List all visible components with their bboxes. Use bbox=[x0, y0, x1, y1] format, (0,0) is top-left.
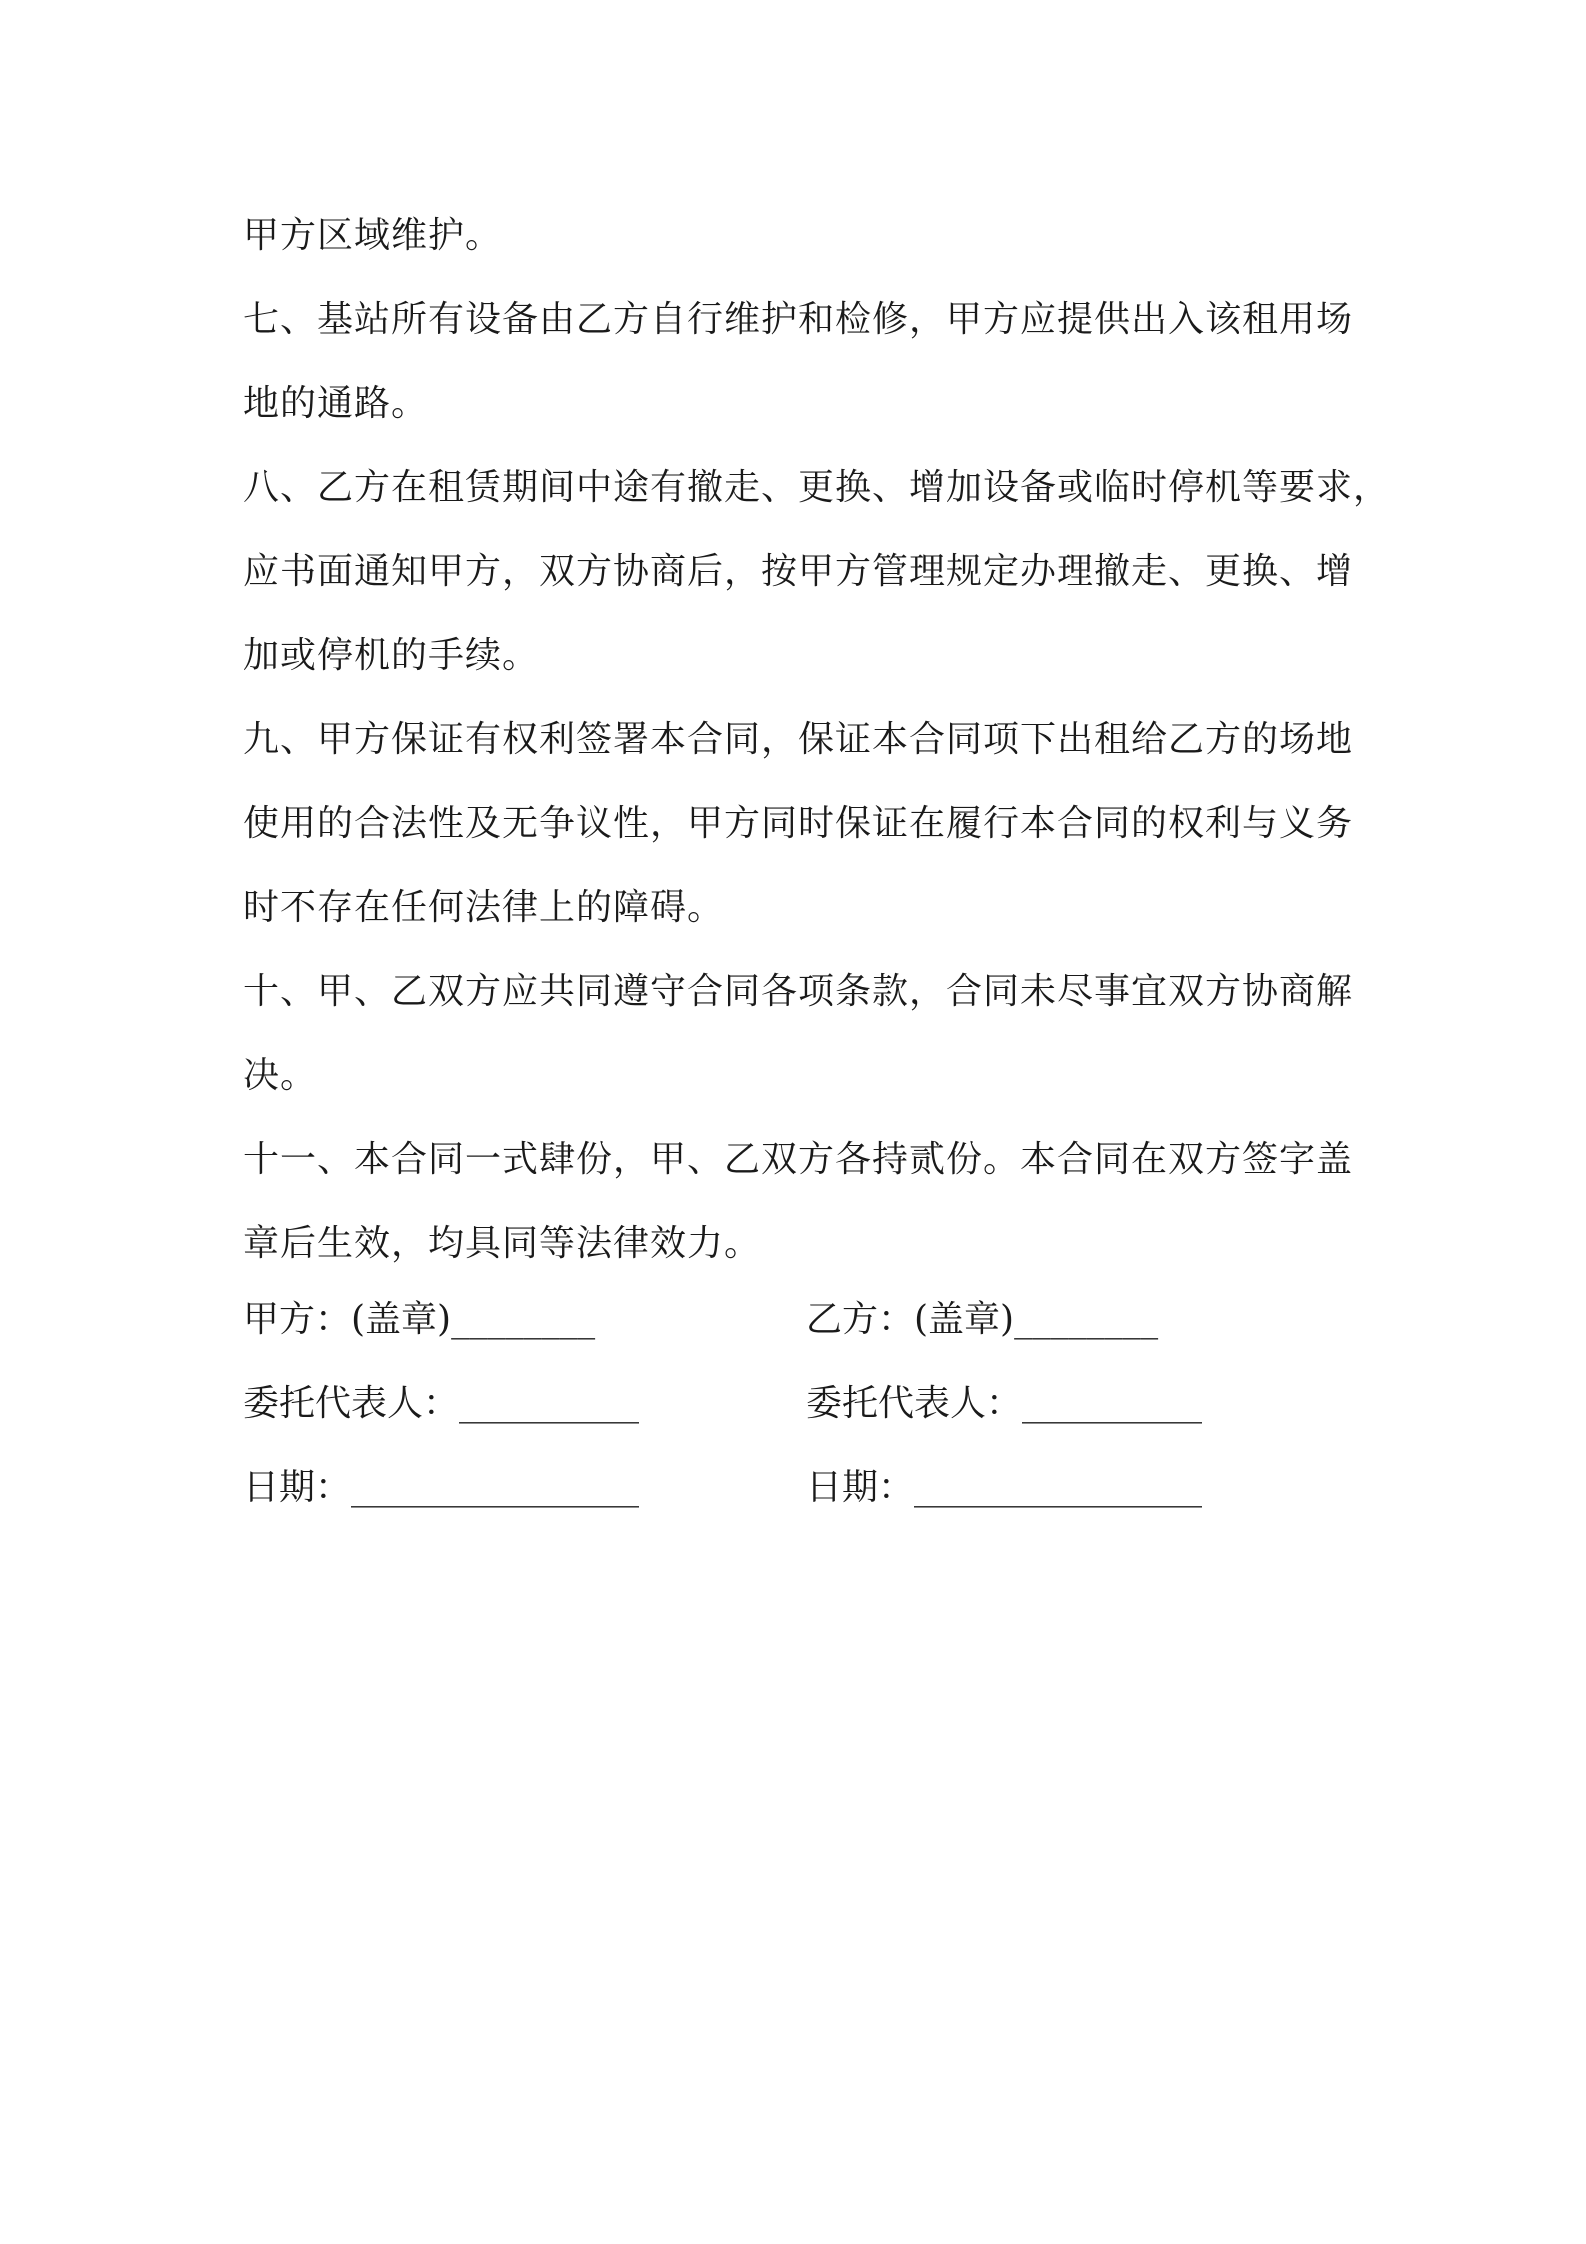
representative-row bbox=[243, 1362, 1353, 1446]
text-line: 时不存在任何法律上的障碍。 bbox=[243, 887, 725, 928]
seal-row bbox=[243, 1278, 1353, 1362]
party-a-date: 日期：________________ bbox=[243, 1467, 640, 1508]
text-line: 章后生效，均具同等法律效力。 bbox=[243, 1223, 762, 1264]
party-b-seal: 乙方：(盖章)________ bbox=[806, 1299, 1159, 1340]
text-line: 十、甲、乙双方应共同遵守合同各项条款，合同未尽事宜双方协商解 bbox=[243, 971, 1354, 1012]
signature-block bbox=[243, 1278, 1353, 1530]
text-line: 十一、本合同一式肆份，甲、乙双方各持贰份。本合同在双方签字盖 bbox=[243, 1139, 1354, 1180]
party-b-representative: 委托代表人：__________ bbox=[806, 1383, 1203, 1424]
text-line: 应书面通知甲方，双方协商后，按甲方管理规定办理撤走、更换、增 bbox=[243, 551, 1354, 592]
text-line: 地的通路。 bbox=[243, 383, 429, 424]
text-line: 使用的合法性及无争议性，甲方同时保证在履行本合同的权利与义务 bbox=[243, 803, 1354, 844]
text-line: 甲方区域维护。 bbox=[243, 215, 503, 256]
party-a-seal: 甲方：(盖章)________ bbox=[243, 1299, 596, 1340]
text-line: 决。 bbox=[243, 1055, 318, 1096]
contract-body bbox=[243, 194, 1391, 1286]
party-b-date: 日期：________________ bbox=[806, 1467, 1203, 1508]
date-row bbox=[243, 1446, 1353, 1530]
text-line: 七、基站所有设备由乙方自行维护和检修，甲方应提供出入该租用场 bbox=[243, 299, 1354, 340]
text-line: 八、乙方在租赁期间中途有撤走、更换、增加设备或临时停机等要求， bbox=[243, 467, 1391, 508]
party-a-representative: 委托代表人：__________ bbox=[243, 1383, 640, 1424]
text-line: 加或停机的手续。 bbox=[243, 635, 540, 676]
text-line: 九、甲方保证有权利签署本合同，保证本合同项下出租给乙方的场地 bbox=[243, 719, 1354, 760]
